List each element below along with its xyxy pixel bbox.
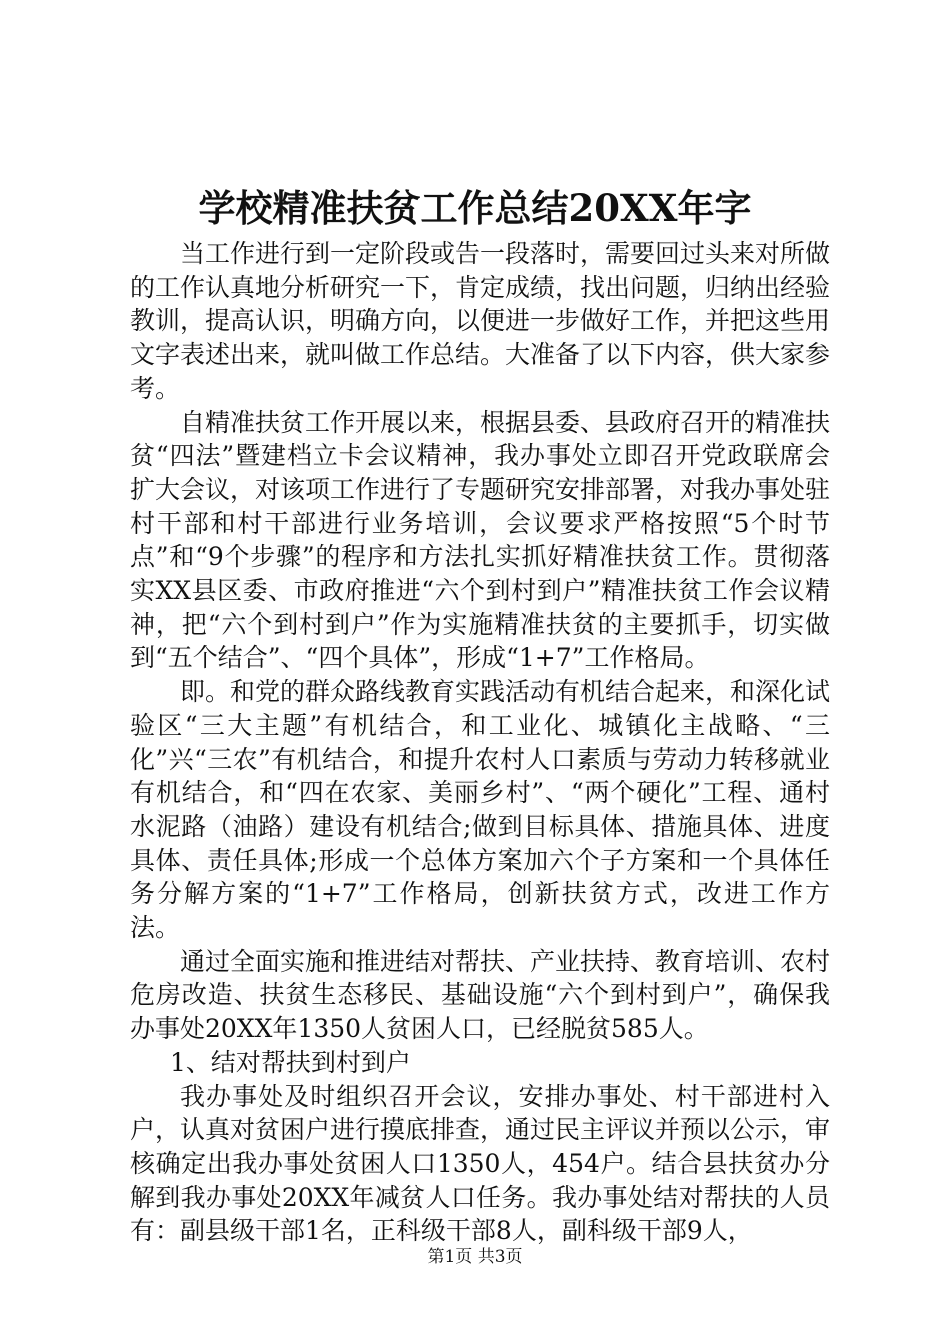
paragraph-background: 自精准扶贫工作开展以来，根据县委、县政府召开的精准扶贫“四法”暨建档立卡会议精神，我办事处立即召开党政联席会扩大会议，对该项工作进行了专题研究安排部署，对我办事处驻村干部和村干部进行业务培训，会议要求严格按照“5个时节点”和“9个步骤”的程序和方法扎实抓好精准扶贫工作。贯彻落实XX县区委、市政府推进“六个到村到户”精准扶贫工作会议精神，把“六个到村到户”作为实施精准扶贫的主要抓手，切实做到“五个结合”、“四个具体”，形成“1+7”工作格局。 [130,407,831,673]
paragraph-pairing: 我办事处及时组织召开会议，安排办事处、村干部进村入户，认真对贫困户进行摸底排查，通过民主评议并预以公示，审核确定出我办事处贫困人口1350人，454户。结合县扶贫办分解到我办事处20XX年减贫人口任务。我办事处结对帮扶的人员有：副县级干部1名，正科级干部8人，副科级干部9人， [130,1081,831,1246]
document-title: 学校精准扶贫工作总结20XX年字 [198,186,752,230]
document-body [130,237,830,1248]
paragraph-intro: 当工作进行到一定阶段或告一段落时，需要回过头来对所做的工作认真地分析研究一下，肯定成绩，找出问题，归纳出经验教训，提高认识，明确方向，以便进一步做好工作，并把这些用文字表述出来，就叫做工作总结。大准备了以下内容，供大家参考。 [130,239,831,403]
page-footer: 第1页 共3页 [427,1247,523,1267]
paragraph-results: 通过全面实施和推进结对帮扶、产业扶持、教育培训、农村危房改造、扶贫生态移民、基础设施“六个到村到户”，确保我办事处20XX年1350人贫困人口，已经脱贫585人。 [130,946,831,1044]
section-heading: 1、结对帮扶到村到户 [170,1047,411,1077]
paragraph-integration: 即。和党的群众路线教育实践活动有机结合起来，和深化试验区“三大主题”有机结合，和工业化、城镇化主战略、“三化”兴“三农”有机结合，和提升农村人口素质与劳动力转移就业有机结合，和“四在农家、美丽乡村”、“两个硬化”工程、通村水泥路（油路）建设有机结合;做到目标具体、措施具体、进度具体、责任具体;形成一个总体方案加六个子方案和一个具体任务分解方案的“1+7”工作格局，创新扶贫方式，改进工作方法。 [130,677,831,943]
